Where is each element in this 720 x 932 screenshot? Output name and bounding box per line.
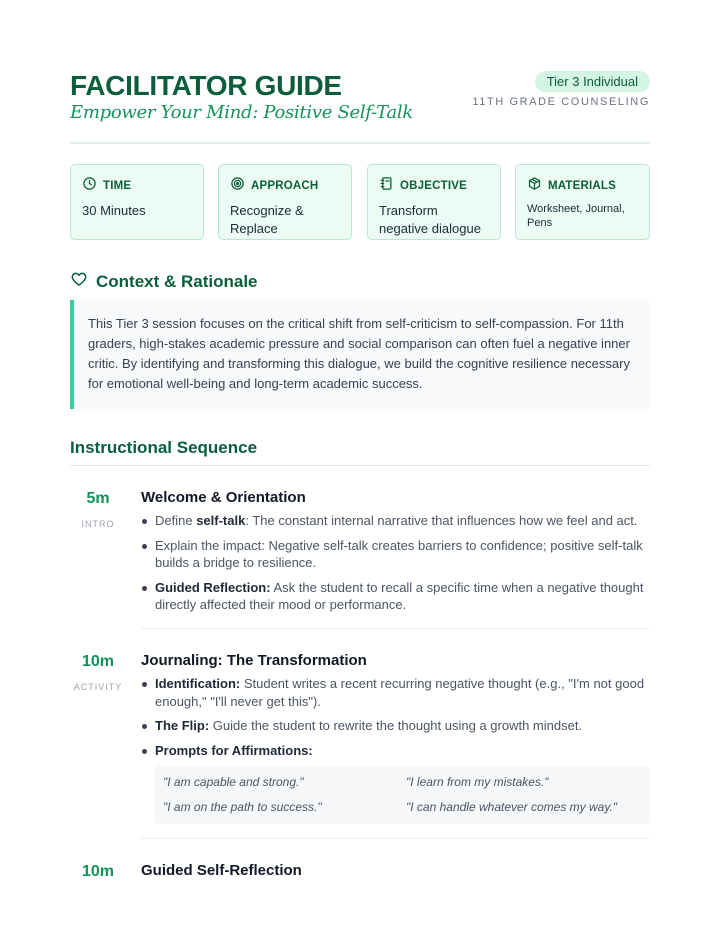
step-tag: INTRO xyxy=(81,519,115,529)
list-item: Define self-talk: The constant internal narrative that influences how we feel and act. xyxy=(141,512,650,530)
list-item: Prompts for Affirmations: xyxy=(141,742,650,760)
context-heading xyxy=(70,270,258,293)
list-item: Identification: Student writes a recent recurring negative thought (e.g., "I'm not good enough," "I'll never get this"). xyxy=(141,675,650,710)
list-item: Guided Reflection: Ask the student to recall a specific time when a negative thought directly affected their mood or performance. xyxy=(141,579,650,614)
divider xyxy=(141,628,650,629)
affirmation: "I learn from my mistakes." xyxy=(406,775,549,789)
card-value: Recognize & Replace xyxy=(230,203,304,236)
step-time: 10m xyxy=(81,863,115,880)
step-bullets xyxy=(141,512,650,621)
list-item: Explain the impact: Negative self-talk creates barriers to confidence; positive self-talk builds a bridge to resilience. xyxy=(141,537,650,572)
card-approach xyxy=(218,164,352,240)
divider xyxy=(141,838,650,839)
step-tag: ACTIVITY xyxy=(73,682,123,692)
affirmation: "I can handle whatever comes my way." xyxy=(406,800,618,814)
affirmations-box xyxy=(155,766,650,824)
card-value: Worksheet, Journal, Pens xyxy=(527,203,625,229)
sequence-heading: Instructional Sequence xyxy=(70,438,258,457)
grade-label: 11TH GRADE COUNSELING xyxy=(472,96,650,108)
card-materials xyxy=(515,164,650,240)
page-subtitle: Empower Your Mind: Positive Self-Talk xyxy=(70,102,413,123)
heart-icon xyxy=(70,270,88,293)
page-title: FACILITATOR GUIDE xyxy=(70,70,342,101)
affirmation: "I am capable and strong." xyxy=(163,775,304,789)
card-label: OBJECTIVE xyxy=(400,180,467,192)
clock-icon xyxy=(82,176,97,196)
step-title: Journaling: The Transformation xyxy=(141,652,367,669)
context-heading-text: Context & Rationale xyxy=(96,271,258,291)
list-item: The Flip: Guide the student to rewrite the thought using a growth mindset. xyxy=(141,717,650,735)
card-value: 30 Minutes xyxy=(82,203,146,218)
card-label: TIME xyxy=(103,180,132,192)
divider xyxy=(70,465,650,466)
target-icon xyxy=(230,176,245,196)
card-time xyxy=(70,164,204,240)
step-time: 5m xyxy=(86,490,110,507)
step-title: Welcome & Orientation xyxy=(141,489,306,506)
context-body: This Tier 3 session focuses on the critical shift from self-criticism to self-compassion. For 11th graders, high-stakes academic pressure and social comparison can often fuel a negative inner critic. By identifying and transforming this dialogue, we build the cognitive resilience necessary for emotional well-being and long-term academic success. xyxy=(70,300,650,409)
tier-badge: Tier 3 Individual xyxy=(535,71,650,92)
step-time: 10m xyxy=(81,653,115,670)
step-title: Guided Self-Reflection xyxy=(141,862,302,879)
box-icon xyxy=(527,176,542,196)
card-label: APPROACH xyxy=(251,180,319,192)
card-objective xyxy=(367,164,501,240)
card-label: MATERIALS xyxy=(548,180,617,192)
facilitator-guide-page xyxy=(70,0,650,880)
affirmation: "I am on the path to success." xyxy=(163,800,322,814)
info-cards xyxy=(70,164,650,240)
step-bullets xyxy=(141,675,650,766)
card-value: Transform negative dialogue xyxy=(379,203,481,236)
guide-header xyxy=(70,0,650,144)
notebook-icon xyxy=(379,176,394,196)
